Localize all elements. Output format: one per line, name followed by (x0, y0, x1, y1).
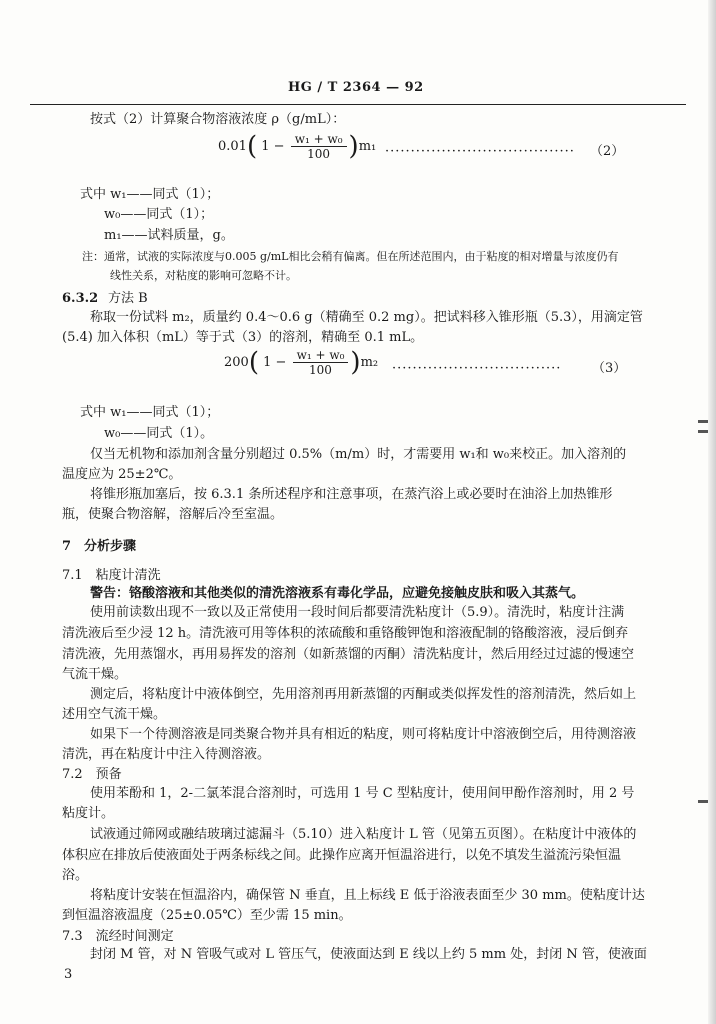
fraction-denominator: 100 (307, 147, 331, 161)
section-title: 方法 B (108, 291, 148, 306)
scan-edge (708, 0, 716, 1024)
subsection-heading: 7.2 预备 (62, 767, 122, 782)
warning-text: 警告：铬酸溶液和其他类似的清洗溶液系有毒化学品，应避免接触皮肤和吸入其蒸气。 (90, 586, 585, 601)
text-line: 清洗液后至少浸 12 h。清洗液可用等体积的浓硫酸和重铬酸钾饱和溶液配制的铬酸溶液，浸后倒弃 (62, 626, 629, 641)
text-line: 气流干燥。 (62, 667, 128, 682)
scan-mark (698, 800, 708, 803)
page-number: 3 (64, 967, 73, 982)
page-header: HG / T 2364 — 92 (288, 80, 424, 95)
eq-coefficient: 0.01 (218, 139, 247, 154)
text-line: 温度应为 25±2℃。 (62, 467, 182, 482)
leader-dots: ····································· (385, 144, 575, 159)
eq-one: 1 − (263, 355, 287, 370)
scan-mark (698, 420, 708, 423)
left-paren: ( (248, 347, 259, 378)
text-line: 浴。 (62, 868, 89, 883)
text-line: 如果下一个待测溶液是同类聚合物并具有相近的粘度，则可将粘度计中溶液倒空后，用待测溶液 (90, 727, 637, 742)
text-line: 称取一份试料 m₂，质量约 0.4～0.6 g（精确至 0.2 mg）。把试料移入锥形瓶（5.3），用滴定管 (90, 310, 643, 325)
fraction-denominator: 100 (309, 363, 332, 377)
eq-tail: m₁ (358, 139, 377, 154)
equation-number: （2） (590, 144, 625, 159)
note-line: 注：通常，试液的实际浓度与0.005 g/mL相比会稍有偏离。但在所述范围内，由于粘度的相对增量与浓度仍有 (82, 250, 619, 263)
definition-w0: w₀——同式（1）； (104, 207, 214, 222)
right-paren: ) (348, 131, 359, 162)
text-line: 述用空气流干燥。 (62, 707, 167, 722)
eq-coefficient: 200 (224, 355, 249, 370)
equation-number: （3） (592, 361, 627, 376)
right-paren: ) (350, 347, 361, 378)
section-number: 6.3.2 (62, 291, 99, 306)
fraction (291, 132, 347, 161)
text-line: 到恒温溶液温度（25±0.05℃）至少需 15 min。 (62, 908, 352, 923)
subsection-heading: 7.1 粘度计清洗 (62, 568, 161, 583)
text-line: 封闭 M 管，对 N 管吸气或对 L 管压气，使液面达到 E 线以上约 5 mm 处，封闭 N 管，使液面 (90, 947, 647, 962)
text-line: 将锥形瓶加塞后，按 6.3.1 条所述程序和注意事项，在蒸汽浴上或必要时在油浴上加热锥形 (90, 487, 613, 502)
subsection-heading: 7.3 流经时间测定 (62, 929, 174, 944)
definition-w0: w₀——同式（1）。 (104, 426, 214, 441)
left-paren: ( (246, 131, 258, 162)
eq-tail: m₂ (360, 355, 379, 370)
text-line: 体积应在排放后使液面处于两条标线之间。此操作应离开恒温浴进行，以免不填发生溢流污染恒温 (62, 848, 622, 863)
text-line: (5.4) 加入体积（mL）等于式（3）的溶剂，精确至 0.1 mL。 (62, 330, 424, 345)
equation-2 (218, 132, 376, 161)
fraction (293, 348, 349, 377)
definition-w1: 式中 w₁——同式（1）； (80, 405, 220, 420)
text-line: 使用苯酚和 1，2-二氯苯混合溶剂时，可选用 1 号 C 型粘度计，使用间甲酚作溶剂时，用 2 号 (90, 786, 635, 801)
text-line: 粘度计。 (62, 806, 115, 821)
text-line: 将粘度计安装在恒温浴内，确保管 N 垂直，且上标线 E 低于浴液表面至少 30 mm。使粘度计达 (90, 888, 645, 903)
fraction-numerator: w₁ + w₀ (293, 348, 349, 363)
text-line: 试液通过筛网或融结玻璃过滤漏斗（5.10）进入粘度计 L 管（见第五页图）。在粘度计中液体的 (90, 827, 637, 842)
equation-3 (224, 348, 378, 377)
leader-dots: ································· (392, 361, 562, 376)
definition-m1: m₁——试料质量，g。 (104, 228, 234, 243)
text-line: 清洗，再在粘度计中注入待测溶液。 (62, 747, 271, 762)
text-line: 仅当无机物和添加剂含量分别超过 0.5%（m/m）时，才需要用 w₁和 w₀来校正。加入溶剂的 (90, 447, 627, 462)
definition-w1: 式中 w₁——同式（1）； (80, 187, 220, 202)
scan-mark (698, 430, 708, 433)
text-line: 测定后，将粘度计中液体倒空，先用溶剂再用新蒸馏的丙酮或类似挥发性的溶剂清洗，然后如上 (90, 687, 637, 702)
fraction-numerator: w₁ + w₀ (291, 132, 347, 147)
eq-one: 1 − (261, 139, 285, 154)
text-line: 瓶，使聚合物溶解，溶解后冷至室温。 (62, 507, 284, 522)
note-line: 线性关系，对粘度的影响可忽略不计。 (110, 269, 297, 282)
text-line: 按式（2）计算聚合物溶液浓度 ρ（g/mL）： (90, 112, 346, 127)
text-line: 清洗液，先用蒸馏水，再用易挥发的溶剂（如新蒸馏的丙酮）清洗粘度计，然后用经过过滤的慢速空 (62, 647, 635, 662)
section-heading: 7 分析步骤 (62, 539, 137, 554)
text-line: 使用前读数出现不一致以及正常使用一段时间后都要清洗粘度计（5.9）。清洗时，粘度计注满 (90, 605, 625, 620)
header-rule (30, 104, 686, 105)
